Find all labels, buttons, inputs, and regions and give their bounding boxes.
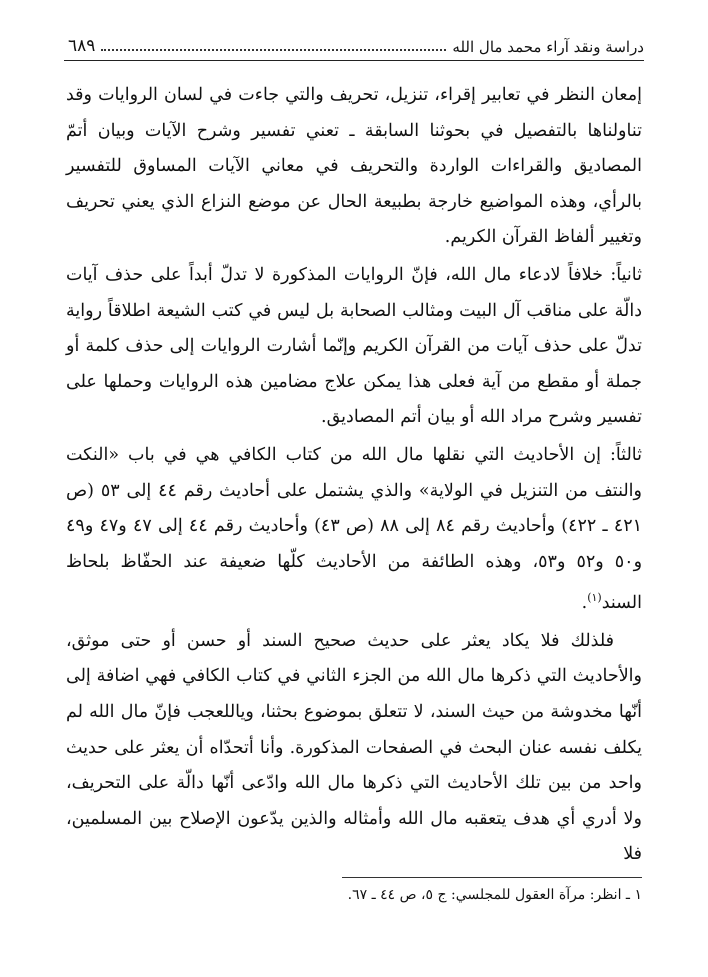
body-text — [66, 78, 642, 875]
page-number: ٦٨٩ — [68, 36, 96, 56]
paragraph-1: إمعان النظر في تعابير إقراء، تنزيل، تحريف والتي جاءت في لسان الروايات وقد تناولناها بالتفصيل في بحوثنا السابقة ـ تعني تفسير وشرح الآيات وبيان أتمّ المصاديق والقراءات الواردة والتحريف في معاني الآيات المساوق للتفسير بالرأي، وهذه المواضيع خارجة بطبيعة الحال عن موضع النزاع الذي يعني تحريف وتغيير ألفاظ القرآن الكريم. — [66, 85, 642, 248]
paragraph-4: فلذلك فلا يكاد يعثر على حديث صحيح السند أو حسن أو حتى موثق، والأحاديث التي ذكرها مال الله من الجزء الثاني في كتاب الكافي فهي اضافة إلى أنّها مخدوشة من حيث السند، لا تتعلق بموضوع بحثنا، وياللعجب فإنّ مال الله لم يكلف نفسه عنان البحث في الصفحات المذكورة. وأنا أتحدّاه أن يعثر على حديث واحد من بين تلك الأحاديث التي ذكرها مال الله وادّعى أنّها دالّة على التحريف، ولا أدري أي هدف يتعقبه مال الله وأمثاله والذين يدّعون الإصلاح بين المسلمين، فلا — [66, 630, 642, 865]
footnote-marker: (١) — [587, 591, 602, 605]
header-rule — [64, 60, 644, 61]
running-header — [68, 30, 644, 56]
footnote: ١ ـ انظر: مرآة العقول للمجلسي: ج ٥، ص ٤٤ ـ ٦٧. — [347, 887, 642, 903]
running-title: دراسة ونقد آراء محمد مال الله — [452, 38, 644, 56]
paragraph-2: ثانياً: خلافاً لادعاء مال الله، فإنّ الروايات المذكورة لا تدلّ أبداً على حذف آيات دالّة على مناقب آل البيت ومثالب الصحابة بل ليس في كتب الشيعة اطلاقاً رواية تدلّ على حذف آيات من القرآن الكريم وإنّما أشارت الروايات إلى حذف كلمة أو جملة أو مقطع من آية فعلى هذا يمكن علاج مضامين هذه الروايات وحملها على تفسير وشرح مراد الله أو بيان أتم المصاديق. — [66, 264, 642, 428]
footnote-rule — [342, 877, 642, 878]
header-dot-leader — [101, 48, 446, 51]
paragraph-3: ثالثاً: إن الأحاديث التي نقلها مال الله من كتاب الكافي هي في باب «النكت والنتف من التنزيل في الولاية» والذي يشتمل على أحاديث رقم ٤٤ إلى ٥٣ (ص ٤٢١ ـ ٤٢٢) وأحاديث رقم ٨٤ إلى ٨٨ (ص ٤٣) وأحاديث رقم ٤٤ إلى ٤٧ و٤٧ و٤٩ و٥٠ و٥٢ و٥٣، وهذه الطائفة من الأحاديث كلّها ضعيفة عند الحفّاظ بلحاظ السند$^{(١)}$. — [66, 444, 643, 614]
paragraph-3-text: ثالثاً: إن الأحاديث التي نقلها مال الله من كتاب الكافي هي في باب «النكت والنتف من التنزيل في الولاية» والذي يشتمل على أحاديث رقم ٤٤ إلى ٥٣ (ص ٤٢١ ـ ٤٢٢) وأحاديث رقم ٨٤ إلى ٨٨ (ص ٤٣) وأحاديث رقم ٤٤ إلى ٤٧ و٤٧ و٤٩ و٥٠ و٥٢ و٥٣، وهذه الطائفة من الأحاديث كلّها ضعيفة عند الحفّاظ بلحاظ السند — [66, 444, 643, 614]
